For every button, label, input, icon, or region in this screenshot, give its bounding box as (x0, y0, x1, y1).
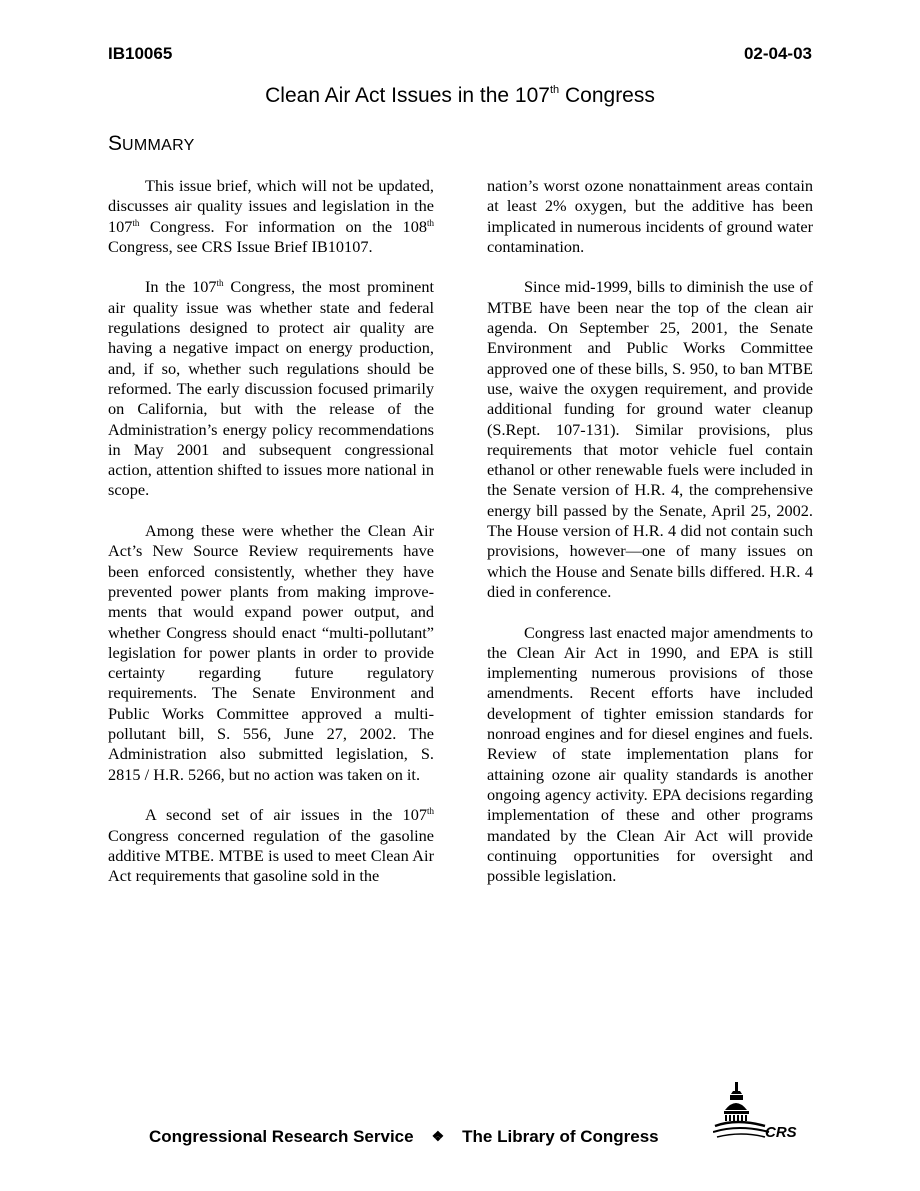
title-suffix: Congress (559, 84, 655, 107)
footer-crs: Congressional Research Service (149, 1127, 414, 1146)
paragraph-5: Since mid-1999, bills to diminish the use of MTBE have been near the top of the clean air agenda. On September 25, 2001, the Senate Environment and Public Works Committee approved one of these bills, S. 950, to ban MTBE use, waive the oxygen requirement, and provide additional funding for ground water cleanup (S.Rept. 107-131). Similar provisions, plus requirements that motor vehicle fuel contain ethanol or other renewable fuels were included in the Senate version of H.R. 4, the comprehensive energy bill passed by the Senate, April 25, 2002. The House version of H.R. 4 did not contain such provisions, however—one of many issues on which the House and Senate bills differed. H.R. 4 died in conference. (487, 277, 813, 601)
paragraph-text: Congress, see CRS Issue Brief IB10107. (108, 236, 373, 256)
paragraph-text: In the 107 (145, 277, 217, 297)
paragraph-1 (108, 176, 434, 257)
paragraph-6: Congress last enacted major amendments to the Clean Air Act in 1990, and EPA is still implementing numerous provisions of those amendments. Recent efforts have included development of tighter emission standards for nonroad engines and for diesel engines and fuels. Review of state implementation plans for attaining ozone air quality standards is another ongoing agency activity. EPA decisions regarding implementation of these and other programs mandated by the Clean Air Act will provide continuing opportunities for oversight and possible legislation. (487, 622, 813, 886)
paragraph-text: Congress, the most prominent air quality issue was whether state and federal regulations designed to protect air quality are having a negative impact on energy production, and, if so, whether such regulations should be reformed. The early discussion focused primarily on California, but with the release of the Administration’s energy policy recommendations in May 2001 and subsequent congressional action, attention shifted to issues more national in scope. (108, 277, 434, 500)
title-prefix: Clean Air Act Issues in the 107 (265, 84, 550, 107)
document-date: 02-04-03 (743, 44, 812, 63)
right-column (487, 176, 813, 907)
superscript: th (426, 217, 434, 228)
paragraph-text: Congress concerned regulation of the gasoline additive MTBE. MTBE is used to meet Clean Air Act requirements that gasoline sold in the (108, 825, 434, 886)
paragraph-continued: nation’s worst ozone nonattainment areas contain at least 2% oxygen, but the additive has been implicated in numerous incidents of ground water contamination. (487, 176, 813, 256)
page-title (0, 84, 920, 108)
paragraph-3: Among these were whether the Clean Air Act’s New Source Review requirements have been enforced consistently, whether they have prevented power plants from making improvements that would expand power output, and whether Congress should enact “multi-pollutant” legislation for power plants in order to provide certainty regarding future regulatory requirements. The Senate Environment and Public Works Committee approved a multi-pollutant bill, S. 556, June 27, 2002. The Administration also submitted legislation, S. 2815 / H.R. 5266, but no action was taken on it. (108, 521, 434, 784)
superscript: th (426, 806, 434, 817)
footer-separator-icon: ❖ (431, 1128, 445, 1144)
section-heading (108, 132, 195, 156)
superscript: th (216, 278, 224, 289)
footer-library: The Library of Congress (462, 1127, 659, 1146)
section-heading-rest: UMMARY (122, 137, 195, 154)
title-superscript: th (549, 84, 560, 96)
superscript: th (132, 217, 140, 228)
crs-logo-text: CRS (765, 1124, 797, 1141)
left-column (108, 176, 434, 907)
footer (149, 1127, 659, 1147)
section-heading-initial: S (108, 132, 123, 155)
paragraph-text: Congress. For information on the 108 (139, 216, 427, 236)
paragraph-text: A second set of air issues in the 107 (145, 805, 427, 825)
document-id: IB10065 (108, 44, 173, 63)
paragraph-text: This issue brief, which will not be updated, discusses air quality issues and legislation in the 107 (108, 176, 434, 236)
paragraph-2 (108, 277, 434, 500)
paragraph-4 (108, 805, 434, 886)
